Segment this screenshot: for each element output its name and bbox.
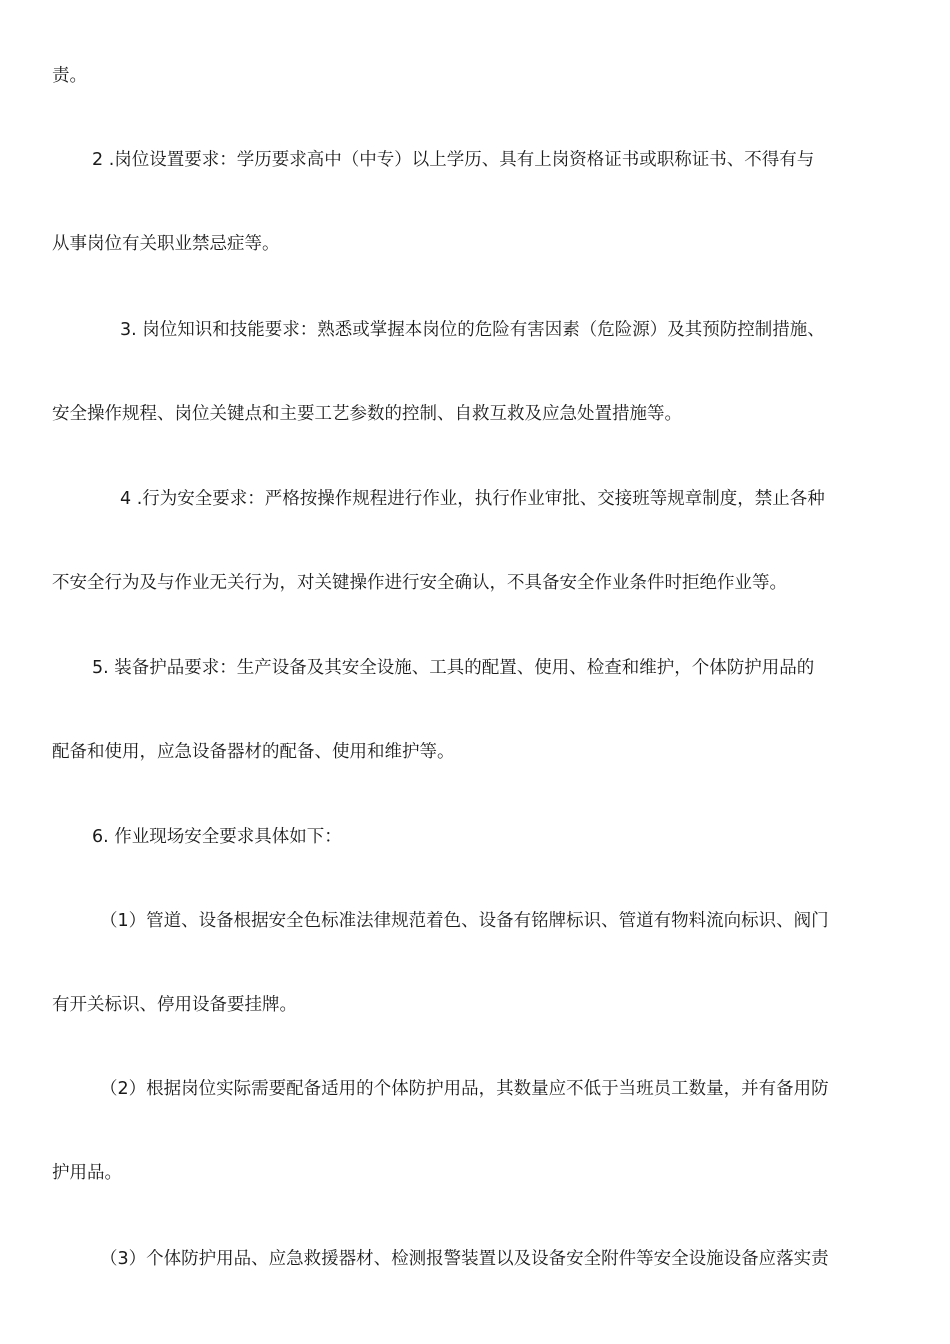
sub-item-2-line-2: 护用品。 [52,1163,122,1183]
item-6-heading: 6. 作业现场安全要求具体如下： [92,827,342,847]
item-3-line-2: 安全操作规程、岗位关键点和主要工艺参数的控制、自救互救及应急处置措施等。 [52,404,682,424]
sub-item-1-line-2: 有开关标识、停用设备要挂牌。 [52,995,297,1015]
text-line-1: 责。 [52,66,87,86]
sub-item-2-line-1: （2）根据岗位实际需要配备适用的个体防护用品，其数量应不低于当班员工数量，并有备用防 [100,1079,829,1099]
sub-item-1-line-1: （1）管道、设备根据安全色标准法律规范着色、设备有铭牌标识、管道有物料流向标识、阀门 [100,911,829,931]
item-2-line-1: 2 .岗位设置要求：学历要求高中（中专）以上学历、具有上岗资格证书或职称证书、不得有与 [92,150,815,170]
item-5-line-2: 配备和使用，应急设备器材的配备、使用和维护等。 [52,742,455,762]
item-4-line-1: 4 .行为安全要求：严格按操作规程进行作业，执行作业审批、交接班等规章制度，禁止各种 [120,489,825,509]
item-2-line-2: 从事岗位有关职业禁忌症等。 [52,234,280,254]
sub-item-3-line-1: （3）个体防护用品、应急救援器材、检测报警装置以及设备安全附件等安全设施设备应落实责 [100,1249,829,1269]
item-5-line-1: 5. 装备护品要求：生产设备及其安全设施、工具的配置、使用、检查和维护，个体防护用品的 [92,658,815,678]
item-4-line-2: 不安全行为及与作业无关行为，对关键操作进行安全确认，不具备安全作业条件时拒绝作业等。 [52,573,787,593]
item-3-line-1: 3. 岗位知识和技能要求：熟悉或掌握本岗位的危险有害因素（危险源）及其预防控制措施、 [120,320,825,340]
